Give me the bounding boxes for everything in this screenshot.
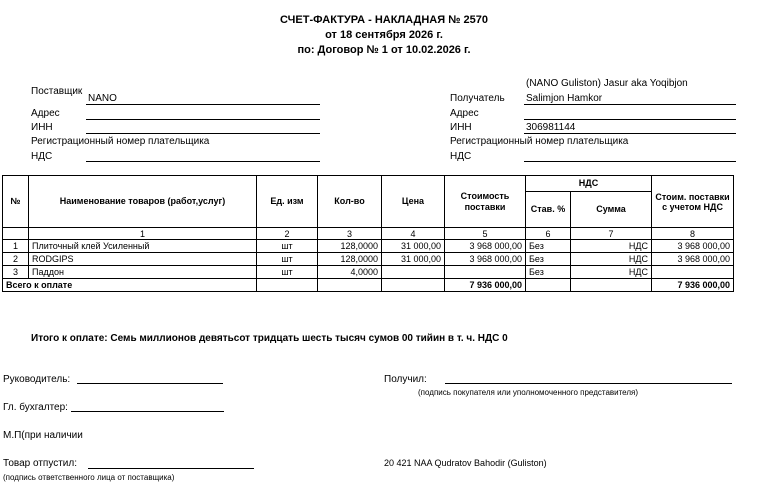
row-total: 3 968 000,00: [652, 253, 734, 266]
table-row: [3, 266, 734, 279]
header-sum: Сумма: [571, 192, 652, 228]
supplier-value: NANO: [88, 93, 117, 104]
summary-text: Итого к оплате: Семь миллионов девятьсот тридцать шесть тысяч сумов 00 тийин в т. ч. НДС 0: [31, 333, 508, 344]
row-price: 31 000,00: [382, 240, 445, 253]
header-unit: Ед. изм: [257, 176, 318, 228]
received-note: (подпись покупателя или уполномоченного представителя): [418, 388, 639, 397]
document-title: СЧЕТ-ФАКТУРА - НАКЛАДНАЯ № 2570: [280, 14, 488, 26]
contract-line: по: Договор № 1 от 10.02.2026 г.: [297, 44, 471, 56]
total-label: Всего к оплате: [3, 279, 257, 292]
total-row: [3, 279, 734, 292]
supplier-label: Поставщик: [31, 86, 83, 97]
total-empty: [318, 279, 382, 292]
row-rate: Без: [526, 240, 571, 253]
row-price: [382, 266, 445, 279]
col-number: 5: [445, 228, 526, 240]
row-name: Плиточный клей Усиленный: [29, 240, 257, 253]
supplier-nds-line: [86, 161, 320, 162]
row-qty: 128,0000: [318, 240, 382, 253]
col-number: 8: [652, 228, 734, 240]
row-nds-sum: НДС: [571, 253, 652, 266]
table-row: [3, 253, 734, 266]
total-cost: 7 936 000,00: [445, 279, 526, 292]
row-total: 3 968 000,00: [652, 240, 734, 253]
supplier-reg-label: Регистрационный номер плательщика: [31, 136, 210, 147]
header-name: Наименование товаров (работ,услуг): [29, 176, 257, 228]
supplier-address-label: Адрес: [31, 108, 60, 119]
supplier-inn-line: [86, 133, 320, 134]
col-number: 7: [571, 228, 652, 240]
header-price: Цена: [382, 176, 445, 228]
total-empty: [257, 279, 318, 292]
buyer-nds-label: НДС: [450, 151, 472, 162]
total-with-nds: 7 936 000,00: [652, 279, 734, 292]
buyer-value-line1: (NANO Guliston) Jasur aka Yoqibjon: [526, 78, 688, 89]
supplier-nds-label: НДС: [31, 151, 53, 162]
header-nds: НДС: [526, 176, 652, 192]
stamp-label: М.П(при наличии: [3, 430, 83, 441]
row-total: [652, 266, 734, 279]
received-label: Получил:: [384, 374, 427, 385]
col-number: 1: [29, 228, 257, 240]
total-empty: [571, 279, 652, 292]
col-number: 6: [526, 228, 571, 240]
head-signature-line: [77, 383, 223, 384]
buyer-reg-label: Регистрационный номер плательщика: [450, 136, 629, 147]
released-signature-line: [88, 468, 254, 469]
row-qty: 4,0000: [318, 266, 382, 279]
row-nds-sum: НДС: [571, 240, 652, 253]
released-label: Товар отпустил:: [3, 458, 77, 469]
total-empty: [526, 279, 571, 292]
row-rate: Без: [526, 253, 571, 266]
buyer-inn-value: 306981144: [526, 122, 576, 133]
total-empty: [382, 279, 445, 292]
row-unit: шт: [257, 266, 318, 279]
row-no: 3: [3, 266, 29, 279]
row-unit: шт: [257, 240, 318, 253]
buyer-inn-line: [524, 133, 736, 134]
col-number: 2: [257, 228, 318, 240]
header-rate: Став. %: [526, 192, 571, 228]
supplier-line: [86, 104, 320, 105]
table-row: [3, 240, 734, 253]
receiver-name: 20 421 NAA Qudratov Bahodir (Guliston): [384, 458, 547, 468]
col-number-blank: [3, 228, 29, 240]
buyer-nds-line: [524, 161, 736, 162]
buyer-inn-label: ИНН: [450, 122, 472, 133]
header-qty: Кол-во: [318, 176, 382, 228]
row-unit: шт: [257, 253, 318, 266]
buyer-label: Получатель: [450, 93, 505, 104]
row-nds-sum: НДС: [571, 266, 652, 279]
document-date: от 18 сентября 2026 г.: [325, 29, 443, 41]
row-name: RODGIPS: [29, 253, 257, 266]
row-rate: Без: [526, 266, 571, 279]
row-no: 1: [3, 240, 29, 253]
col-number: 4: [382, 228, 445, 240]
row-price: 31 000,00: [382, 253, 445, 266]
buyer-line: [524, 104, 736, 105]
buyer-address-line: [524, 119, 736, 120]
released-note: (подпись ответственного лица от поставщика): [3, 473, 175, 482]
received-signature-line: [445, 383, 732, 384]
row-cost: 3 968 000,00: [445, 253, 526, 266]
col-number: 3: [318, 228, 382, 240]
header-cost: Стоимость поставки: [445, 176, 526, 228]
accountant-signature-line: [71, 411, 224, 412]
header-no: №: [3, 176, 29, 228]
row-cost: [445, 266, 526, 279]
buyer-value-line2: Salimjon Hamkor: [526, 93, 603, 104]
row-no: 2: [3, 253, 29, 266]
row-name: Паддон: [29, 266, 257, 279]
accountant-label: Гл. бухгалтер:: [3, 402, 68, 413]
buyer-address-label: Адрес: [450, 108, 479, 119]
invoice-table: [2, 175, 734, 292]
row-cost: 3 968 000,00: [445, 240, 526, 253]
header-total: Стоим. поставки с учетом НДС: [652, 176, 734, 228]
supplier-inn-label: ИНН: [31, 122, 53, 133]
row-qty: 128,0000: [318, 253, 382, 266]
head-label: Руководитель:: [3, 374, 71, 385]
supplier-address-line: [86, 119, 320, 120]
